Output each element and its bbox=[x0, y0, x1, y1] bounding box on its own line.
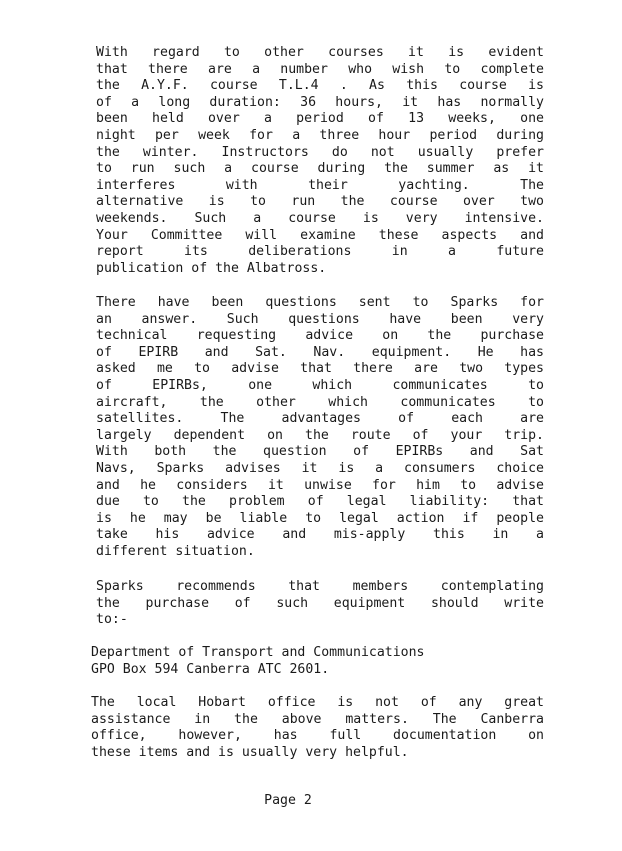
text-line: Navs, Sparks advises it is a consumers choice bbox=[96, 460, 544, 476]
text-line: different situation. bbox=[96, 543, 255, 559]
text-line: The local Hobart office is not of any great bbox=[91, 695, 544, 710]
text-line: interferes with their yachting. The bbox=[96, 177, 544, 193]
text-line: satellites. The advantages of each are bbox=[96, 411, 544, 427]
text-line: aircraft, the other which communicates to bbox=[96, 394, 544, 410]
text-line: of EPIRB and Sat. Nav. equipment. He has bbox=[96, 344, 544, 360]
text-line: take his advice and mis-apply this in a bbox=[96, 527, 544, 543]
text-line: asked me to advise that there are two types bbox=[96, 361, 544, 377]
paragraph-courses bbox=[96, 45, 544, 277]
text-line: Sparks recommends that members contemplating bbox=[96, 579, 544, 594]
text-line: an answer. Such questions have been very bbox=[96, 311, 544, 327]
text-line: to:- bbox=[96, 612, 128, 628]
address-block bbox=[91, 645, 544, 678]
text-line: is he may be liable to legal action if people bbox=[96, 510, 544, 526]
text-line: publication of the Albatross. bbox=[96, 260, 327, 276]
text-line: alternative is to run the course over two bbox=[96, 194, 544, 210]
text-line: the winter. Instructors do not usually prefer bbox=[96, 144, 544, 160]
address-line: Department of Transport and Communications bbox=[91, 645, 425, 660]
text-line: the purchase of such equipment should write bbox=[96, 595, 544, 611]
text-line: and he considers it unwise for him to advise bbox=[96, 477, 544, 493]
text-line: to run such a course during the summer as it bbox=[96, 161, 544, 177]
text-line: report its deliberations in a future bbox=[96, 244, 544, 260]
text-line: office, however, has full documentation on bbox=[91, 728, 544, 744]
page-number: Page 2 bbox=[264, 793, 312, 808]
text-line: of EPIRBs, one which communicates to bbox=[96, 377, 544, 393]
text-line: that there are a number who wish to complete bbox=[96, 61, 544, 77]
text-line: technical requesting advice on the purchase bbox=[96, 328, 544, 344]
text-line: largely dependent on the route of your trip. bbox=[96, 427, 544, 443]
text-line: the A.Y.F. course T.L.4 . As this course is bbox=[96, 78, 544, 94]
text-line: of a long duration: 36 hours, it has normally bbox=[96, 94, 544, 110]
text-line: assistance in the above matters. The Canberra bbox=[91, 711, 544, 727]
text-line: With regard to other courses it is evident bbox=[96, 45, 544, 60]
paragraph-sparks-questions bbox=[96, 295, 544, 561]
paragraph-hobart-office bbox=[91, 695, 544, 761]
text-line: There have been questions sent to Sparks for bbox=[96, 295, 544, 310]
text-line: With both the question of EPIRBs and Sat bbox=[96, 444, 544, 460]
address-line: GPO Box 594 Canberra ATC 2601. bbox=[91, 661, 330, 677]
text-line: due to the problem of legal liability: that bbox=[96, 494, 544, 510]
text-line: weekends. Such a course is very intensive. bbox=[96, 210, 544, 226]
text-line: Your Committee will examine these aspects and bbox=[96, 227, 544, 243]
page-footer bbox=[0, 793, 622, 809]
text-line: been held over a period of 13 weeks, one bbox=[96, 111, 544, 127]
text-line: these items and is usually very helpful. bbox=[91, 744, 409, 760]
text-line: night per week for a three hour period during bbox=[96, 127, 544, 143]
paragraph-recommendation bbox=[96, 579, 544, 629]
